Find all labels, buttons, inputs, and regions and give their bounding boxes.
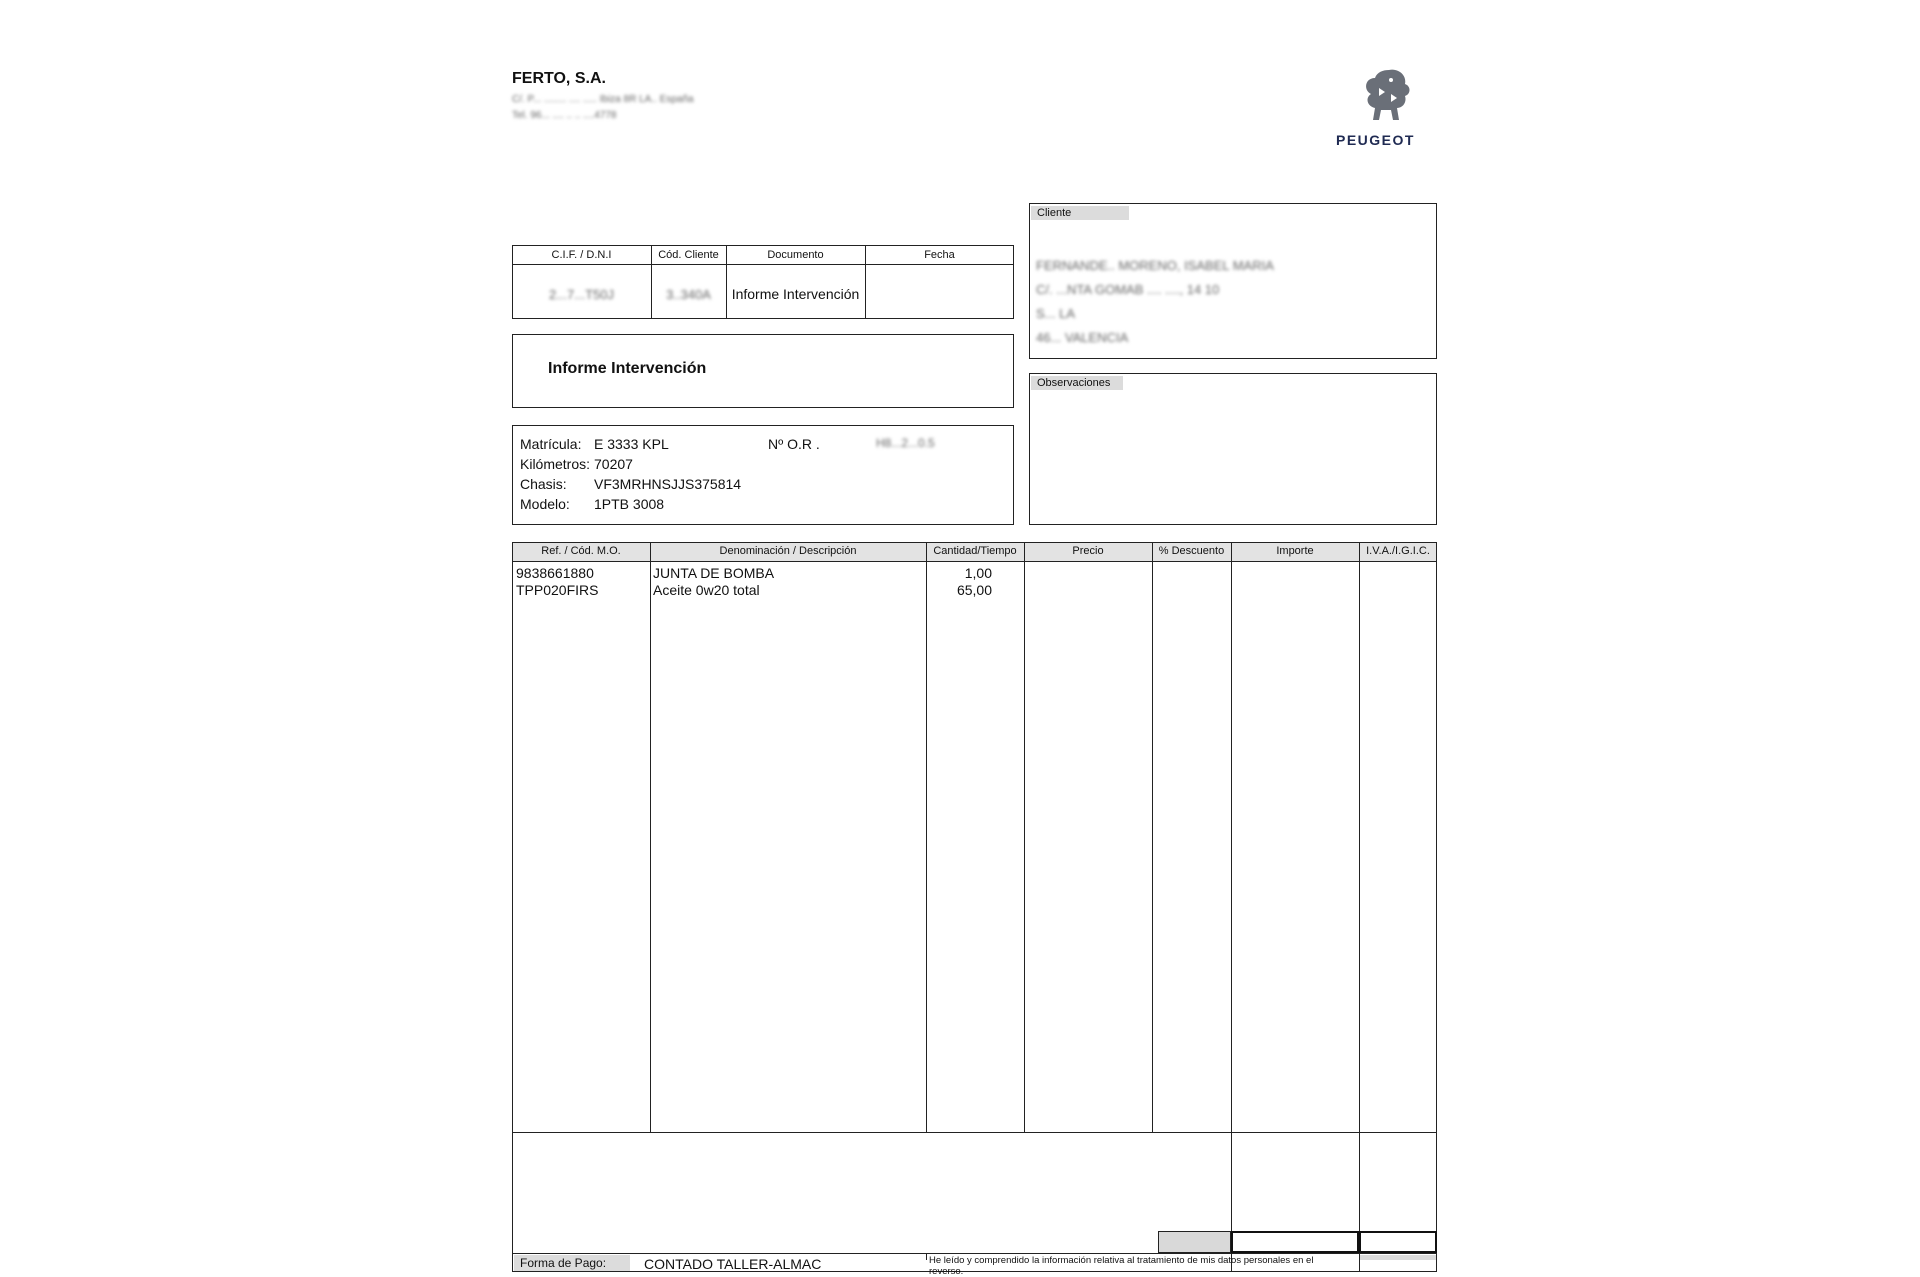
cod-cliente-header: Cód. Cliente [658,249,719,261]
vehicle-box [512,425,1014,525]
cod-cliente-value: 3..340A [666,287,711,302]
table-row-2-qty: 65,00 [956,582,992,598]
lion-icon [1355,66,1415,128]
table-row-2-desc: Aceite 0w20 total [653,582,760,598]
company-address: C/. P... ........ .... ..... Ibiza 8R LA.. España [512,94,694,105]
col-descuento-header: % Descuento [1158,545,1225,557]
totals-grey-cell [1158,1231,1231,1253]
modelo-label: Modelo: [520,496,570,512]
cif-header: C.I.F. / D.N.I [551,249,612,261]
km-value: 70207 [594,456,633,472]
fecha-header: Fecha [924,249,955,261]
company-name: FERTO, S.A. [512,70,606,87]
matricula-label: Matrícula: [520,436,582,452]
col-qty-header: Cantidad/Tiempo [933,545,1017,557]
cliente-label: Cliente [1031,206,1129,220]
or-label: Nº O.R . [768,436,820,452]
observaciones-box [1029,373,1437,525]
totals-iva-cell [1359,1231,1437,1253]
modelo-value: 1PTB 3008 [594,496,665,512]
forma-pago-label: Forma de Pago: [514,1255,630,1271]
forma-pago-value: CONTADO TALLER-ALMAC [644,1256,822,1272]
or-value: H8...2...0.5 [876,436,935,450]
col-iva-header: I.V.A./I.G.I.C. [1366,545,1430,557]
col-ref-header: Ref. / Cód. M.O. [541,545,621,557]
chasis-value: VF3MRHNSJJS375814 [594,476,742,492]
documento-header: Documento [767,249,824,261]
page-title: Informe Intervención [548,360,707,377]
matricula-value: E 3333 KPL [594,436,669,452]
col-precio-header: Precio [1072,545,1104,557]
cliente-line-2: C/. ...NTA GOMAB .... ...., 14 10 [1036,282,1220,297]
cliente-line-3: S... LA [1036,306,1076,321]
chasis-label: Chasis: [520,476,567,492]
company-phone: Tel. 96... .... .. .. ....4778 [512,110,617,121]
totals-importe-cell [1231,1231,1359,1253]
documento-value: Informe Intervención [731,286,860,302]
cliente-line-4: 46... VALENCIA [1036,330,1129,345]
footer-grey-cell [1360,1255,1436,1260]
col-importe-header: Importe [1276,545,1314,557]
table-row-1-qty: 1,00 [964,565,992,581]
table-row-2-ref: TPP020FIRS [516,582,599,598]
observaciones-label: Observaciones [1031,376,1123,390]
km-label: Kilómetros: [520,456,591,472]
table-row-1-ref: 9838661880 [516,565,594,581]
privacy-text: He leído y comprendido la información relativa al tratamiento de mis datos personales en el reverso. [929,1255,1314,1277]
peugeot-lion-logo [1355,66,1415,128]
brand-name: PEUGEOT [1336,132,1415,148]
cif-value: 2...7...T50J [548,287,615,302]
table-row-1-desc: JUNTA DE BOMBA [653,565,775,581]
cliente-line-1: FERNANDE.. MORENO, ISABEL MARIA [1036,258,1274,273]
col-desc-header: Denominación / Descripción [719,545,857,557]
